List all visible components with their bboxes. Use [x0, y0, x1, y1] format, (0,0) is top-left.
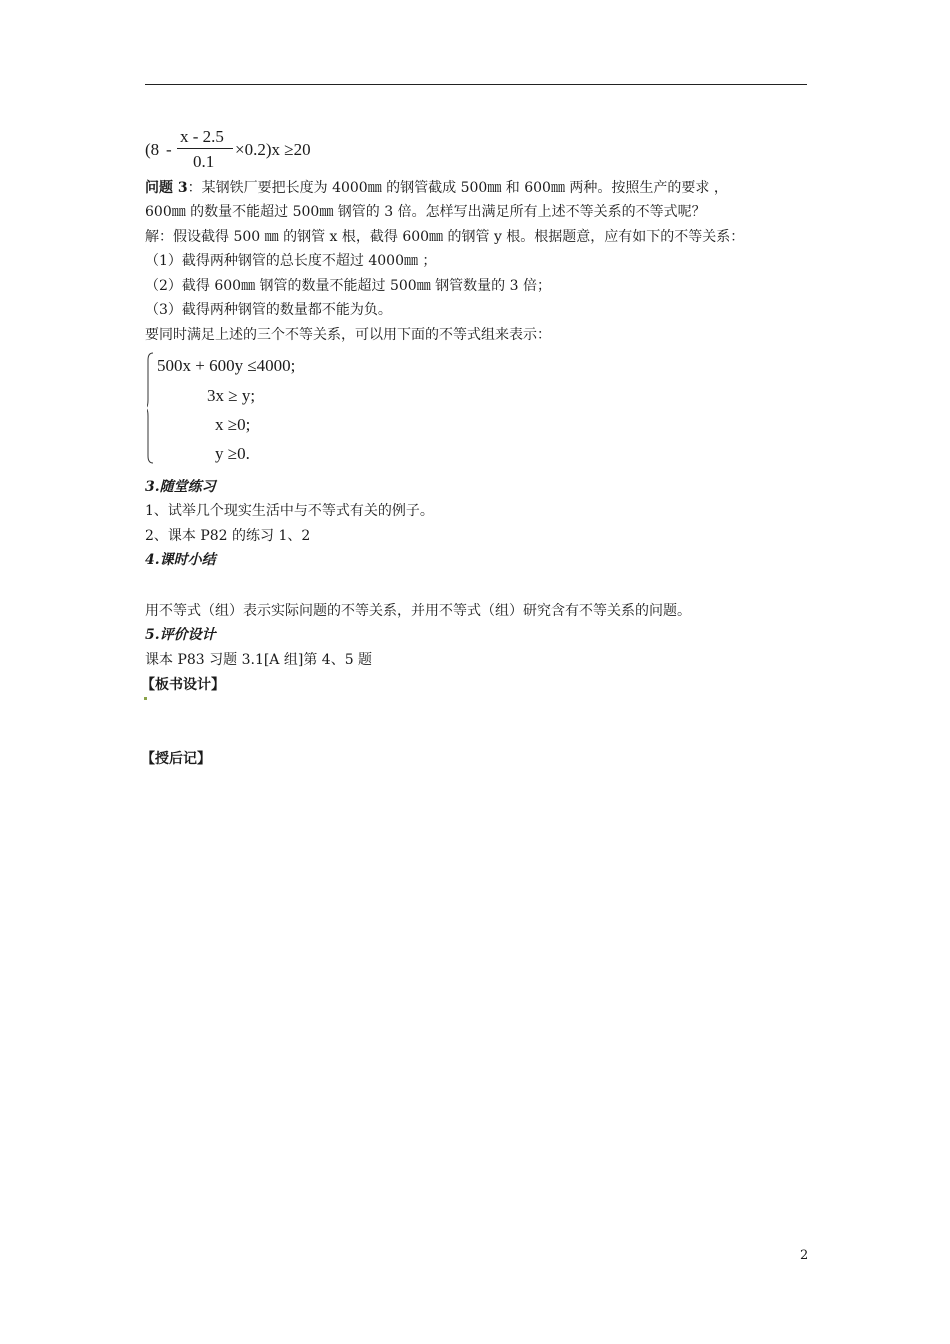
section3-title: 3.随堂练习	[145, 479, 216, 495]
problem3-text1: ：某钢铁厂要把长度为 4000㎜ 的钢管截成 500㎜ 和 600㎜ 两种。按照生产的要求 ，	[187, 180, 728, 196]
system-eq2: 3x ≥ y;	[207, 386, 256, 405]
section5-title: 5.评价设计	[145, 627, 216, 643]
solution-line: 解：假设截得 500 ㎜ 的钢管 x 根，截得 600㎜ 的钢管 y 根。根据题意，应有如下的不等关系：	[145, 229, 745, 245]
formula-minus: -	[166, 140, 172, 159]
header-rule	[145, 84, 807, 85]
problem3-line1	[145, 179, 728, 197]
system-intro: 要同时满足上述的三个不等关系，可以用下面的不等式组来表示：	[145, 327, 551, 343]
condition-2: （2）截得 600㎜ 钢管的数量不能超过 500㎜ 钢管数量的 3 倍；	[145, 278, 551, 294]
fraction-bar	[177, 148, 233, 149]
system-eq3: x ≥0;	[215, 415, 251, 434]
problem3-line2: 600㎜ 的数量不能超过 500㎜ 钢管的 3 倍。怎样写出满足所有上述不等关系的不等式呢？	[145, 204, 706, 220]
system-eq1: 500x + 600y ≤4000;	[157, 356, 296, 375]
practice-item-2: 2、课本 P82 的练习 1、2	[145, 528, 311, 544]
condition-3: （3）截得两种钢管的数量都不能为负。	[145, 302, 392, 318]
page-number: 2	[800, 1248, 809, 1263]
evaluation-text: 课本 P83 习题 3.1[A 组]第 4、5 题	[145, 652, 373, 668]
formula-rest: ×0.2)x ≥20	[235, 140, 311, 159]
after-class-heading: 【授后记】	[141, 751, 211, 767]
practice-item-1: 1、试举几个现实生活中与不等式有关的例子。	[145, 503, 434, 519]
fraction-denominator: 0.1	[193, 152, 215, 171]
condition-1: （1）截得两种钢管的总长度不超过 4000㎜ ；	[145, 253, 437, 269]
summary-text: 用不等式（组）表示实际问题的不等关系，并用不等式（组）研究含有不等关系的问题。	[145, 603, 691, 619]
section4-title: 4.课时小结	[145, 552, 216, 568]
system-brace	[147, 352, 153, 464]
system-eq4: y ≥0.	[215, 444, 250, 463]
fraction-numerator: x - 2.5	[180, 127, 224, 146]
board-design-heading: 【板书设计】	[141, 677, 225, 693]
problem3-label: 问题 3	[145, 180, 188, 196]
formula-open: (8	[145, 140, 160, 159]
marker-dot	[144, 697, 147, 700]
